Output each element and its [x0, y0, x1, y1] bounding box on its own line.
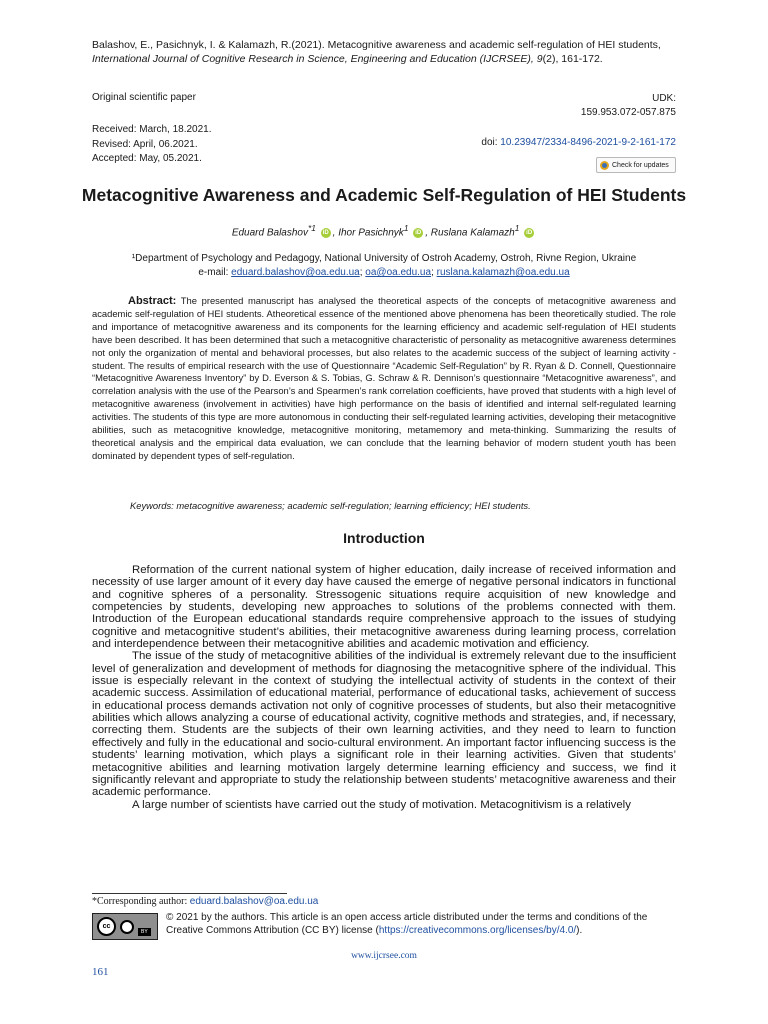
dates-block — [92, 123, 212, 167]
email-link-1[interactable]: eduard.balashov@oa.edu.ua — [231, 267, 360, 278]
orcid-icon[interactable]: iD — [415, 229, 422, 236]
journal-website[interactable]: www.ijcrsee.com — [351, 951, 417, 961]
crossmark-icon — [600, 161, 609, 170]
paragraph: Reformation of the current national system of higher education, daily increase of received information and necessity of use larger amount of it every day have caused the emerge of negative personal indicators in functional and cognitive spheres of a personality. Stressogenic situations require acquisition of new knowledge and competencies by students, developing new approaches to solutions of the problems connected with them. Introduction of the European educational standards require comprehensive approach to the issues of studying cognitive and metacognitive student’s abilities, their metacognitive awareness during learning process, correlation and interdependence between their metacognitive abilities and academic motivation and efficiency. — [92, 564, 676, 651]
udk-value: 159.953.072-057.875 — [580, 107, 676, 118]
email-link-3[interactable]: ruslana.kalamazh@oa.edu.ua — [436, 267, 570, 278]
author-2-sup: 1 — [403, 223, 409, 233]
author-1-sup: *1 — [308, 223, 316, 233]
email-line: e-mail: eduard.balashov@oa.edu.ua; oa@oa.edu.ua; ruslana.kalamazh@oa.edu.ua — [198, 267, 570, 278]
license-text — [166, 912, 686, 937]
issue-pages: (2), 161-172. — [542, 53, 603, 65]
license-end: ). — [576, 924, 583, 936]
running-header — [92, 38, 682, 66]
paragraph: The issue of the study of metacognitive abilities of the individual is extremely relevant due to the insufficient level of generalization and development of methods for diagnosing the metacognitive sphere of the individual. This issue is especially relevant in the context of studying the intellectual activity of students in the context of their academic success. Assimilation of educational material, performance of educational tasks, achievement of success in educational process demands activation not only of cognitive processes of students, but also their metacognitive abilities which allows analyzing a course of educational activity, cognitive methods and strategies, and, if necessary, correcting them. Students are the subjects of their own learning activities, and they need to learn to function effectively and fully in the educational and socio-cultural environment. An important factor influencing success is the students’ learning motivation, which plays a significant role in their learning activities. Given that students’ metacognitive abilities and learning motivation largely determine learning efficiency and success, we find it significantly relevant and appropriate to study the relationship between students’ metacognitive awareness and their academic performance. — [92, 650, 676, 799]
author-3: Ruslana Kalamazh — [430, 227, 515, 239]
abstract-block — [92, 295, 676, 463]
doi-label: doi: — [481, 137, 498, 148]
citation-text: Balashov, E., Pasichnyk, I. & Kalamazh, R.(2021). Metacognitive awareness and academic self-regulation of HEI students, — [92, 39, 661, 51]
cc-icon: cc — [97, 917, 116, 936]
footnote — [92, 896, 318, 907]
paper-type: Original scientific paper — [92, 92, 196, 103]
journal-name: International Journal of Cognitive Research in Science, Engineering and Education (IJCRSEE), — [92, 53, 534, 65]
email-label: e-mail: — [198, 267, 229, 278]
affiliation-text: ¹Department of Psychology and Pedagogy, National University of Ostroh Academy, Ostroh, Rivne Region, Ukraine — [131, 253, 637, 264]
footnote-label: *Corresponding author: — [92, 896, 188, 907]
orcid-icon[interactable]: iD — [526, 229, 533, 236]
affiliation-block — [0, 252, 768, 280]
attribution-icon — [120, 920, 134, 934]
author-3-sup: 1 — [514, 223, 520, 233]
keywords: Keywords: metacognitive awareness; academic self-regulation; learning efficiency; HEI students. — [130, 500, 531, 511]
author-2: Ihor Pasichnyk — [338, 227, 404, 239]
section-heading-introduction: Introduction — [343, 530, 425, 546]
orcid-icon[interactable]: iD — [322, 229, 329, 236]
doi-link[interactable]: 10.23947/2334-8496-2021-9-2-161-172 — [500, 137, 676, 148]
abstract-text: The presented manuscript has analysed the theoretical aspects of the concepts of metacognitive awareness and academic self-regulation of HEI students. Atheoretical essence of the mentioned above phenomena has been theoretically studied. The role and importance of metacognitive awareness and its components for the learning efficiency and academic self-regulation of HEI students have been described. It has been determined that such a metacognitive characteristic of personality as metacognitive awareness determines not only the organization of mental and behavioral processes, but also relates to the academic success of the subject of learning activity - student. The results of empirical research with the use of Questionnaire “Academic Self-Regulation” by R. Ryan & D. Connell, Questionnaire “Metacognitive Awareness Inventory” by D. Everson & S. Tobias, G. Schraw & R. Dennison’s questionnaire “Metacognitive awareness”, and correlation analysis with the use of the Pearson’s and Spearmen’s rank correlation coefficients, have proved that students with a high level of metacognitive awareness (involvement in activities) have high performance on the basis of identified and internal self-regulated learning activities. The students of this type are more autonomous in conducting their self-regulated learning activities, developing their metacognitive abilities, such as metacognitive knowledge, metacognitive monitoring, metamemory and meta-thinking. Summarizing the results of theoretical analysis and the empirical data evaluation, we can conclude that the learning behavior of modern student youth has been dominated by dependent types of self-regulation. — [92, 295, 677, 461]
revised-date: Revised: April, 06.2021. — [92, 138, 198, 150]
accepted-date: Accepted: May, 05.2021. — [92, 153, 202, 164]
author-list: Eduard Balashov$^{*1}$ iD , Ihor Pasichnyk$^1$ iD , Ruslana Kalamazh$^1$ iD — [231, 223, 533, 239]
by-label: BY — [138, 928, 151, 936]
udk-block — [581, 92, 676, 120]
cc-by-license-badge[interactable] — [92, 913, 158, 940]
license-body: © 2021 by the authors. This article is an open access article distributed under the terms and conditions of the Creative Commons Attribution (CC BY) license ( — [166, 912, 648, 936]
footnote-email-link[interactable]: eduard.balashov@oa.edu.ua — [189, 896, 319, 907]
check-updates-label: Check for updates — [612, 161, 669, 169]
email-link-2[interactable]: oa@oa.edu.ua — [365, 267, 432, 278]
paragraph: A large number of scientists have carried out the study of motivation. Metacognitivism is a relatively — [132, 798, 631, 811]
license-url-link[interactable]: https://creativecommons.org/licenses/by/4.0/ — [378, 924, 577, 936]
body-text — [92, 564, 676, 811]
volume: 9 — [536, 53, 543, 65]
footnote-divider — [92, 893, 287, 894]
author-1: Eduard Balashov — [231, 227, 308, 239]
abstract-label: Abstract: — [128, 295, 177, 307]
received-date: Received: March, 18.2021. — [92, 124, 212, 135]
paper-title: Metacognitive Awareness and Academic Self-Regulation of HEI Students — [81, 185, 687, 205]
page-number: 161 — [92, 966, 109, 978]
check-for-updates-badge[interactable] — [596, 157, 676, 173]
udk-label: UDK: — [652, 93, 676, 104]
doi-block — [481, 137, 676, 148]
